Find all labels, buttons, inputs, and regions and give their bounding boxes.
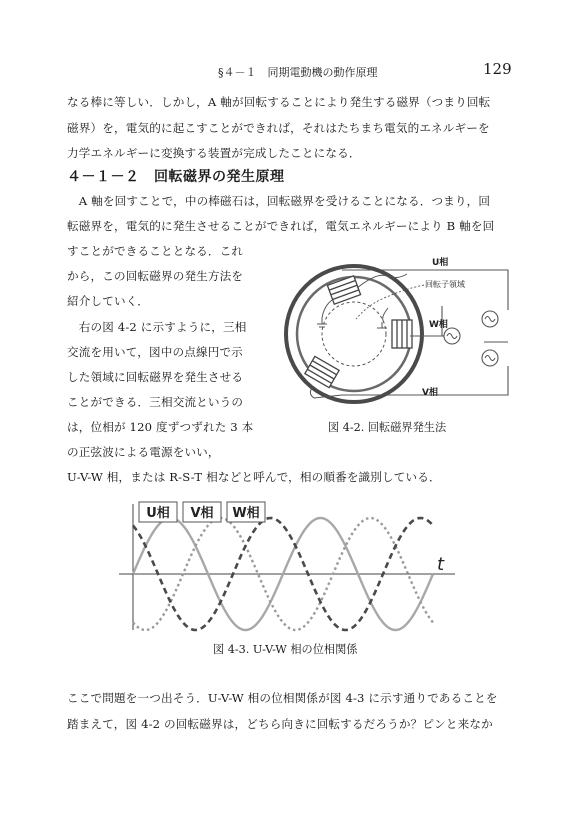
x-axis-label: t: [437, 554, 445, 575]
para2-line-4: から，この回転磁界の発生方法を: [67, 269, 244, 283]
chart-legend: [139, 502, 265, 522]
para2-line-2: 転磁界を，電気的に発生させることができれば，電気エネルギーにより B 軸を回: [67, 219, 495, 233]
legend-label: W相: [232, 506, 260, 521]
para3-line-6: の正弦波による電源をいい，: [67, 445, 220, 459]
para3-line-7: U-V-W 相，または R-S-T 相などと呼んで，相の順番を識別している．: [67, 470, 441, 484]
running-head: [0, 60, 583, 81]
label-v-phase: V相: [422, 388, 438, 398]
ground-symbols: [317, 318, 387, 328]
phase-relationship-chart: [115, 496, 465, 636]
para3-line-3: した領域に回転磁界を発生させる: [67, 370, 244, 384]
figure-4-2-caption: 図 4-2. 回転磁界発生法: [328, 421, 447, 434]
para3-line-5: は，位相が 120 度ずつずれた 3 本: [67, 420, 254, 434]
intro-line-2: 磁界）を，電気的に起こすことができれば，それはたちまち電気的エネルギーを: [67, 121, 490, 135]
closing-line-1: ここで問題を一つ出そう．U-V-W 相の位相関係が図 4-3 に示す通りであることを: [67, 691, 498, 705]
rotating-field-figure: [282, 248, 528, 414]
legend-entry-3: [227, 502, 265, 522]
closing-line-2: 踏まえて，図 4-2 の回転磁界は，どちら向きに回転するだろうか？ピンと来なか: [67, 717, 493, 731]
legend-entry-1: [139, 502, 177, 522]
legend-label: U相: [146, 506, 170, 521]
label-w-phase: W相: [429, 320, 448, 330]
section-running-title: §４－１ 同期電動機の動作原理: [218, 66, 378, 79]
para3-line-2: 交流を用いて，図中の点線円で示: [67, 345, 243, 359]
figure-4-3-caption: 図 4-3. U-V-W 相の位相関係: [213, 643, 358, 656]
intro-line-1: なる棒に等しい．しかし，A 軸が回転することにより発生する磁界（つまり回転: [67, 95, 491, 109]
intro-line-3: 力学エネルギーに変換する装置が完成したことになる．: [67, 146, 361, 160]
para3-line-1: 右の図 4-2 に示すように，三相: [67, 320, 247, 334]
legend-label: V相: [190, 506, 214, 521]
para3-line-4: ことができる．三相交流というの: [67, 395, 244, 409]
label-rotor-region: 回転子領域: [425, 280, 465, 289]
para2-line-3: すことができることとなる．これ: [67, 244, 244, 258]
page-number: 129: [483, 60, 512, 78]
label-u-phase: U相: [432, 258, 449, 268]
para2-line-5: 紹介していく．: [67, 294, 149, 308]
legend-entry-2: [183, 502, 221, 522]
rotor-region-circle: [322, 302, 386, 366]
para2-line-1: A 軸を回すことで，中の棒磁石は，回転磁界を受けることになる．つまり，回: [67, 194, 491, 208]
section-heading: ４－１－２ 回転磁界の発生原理: [67, 169, 285, 185]
